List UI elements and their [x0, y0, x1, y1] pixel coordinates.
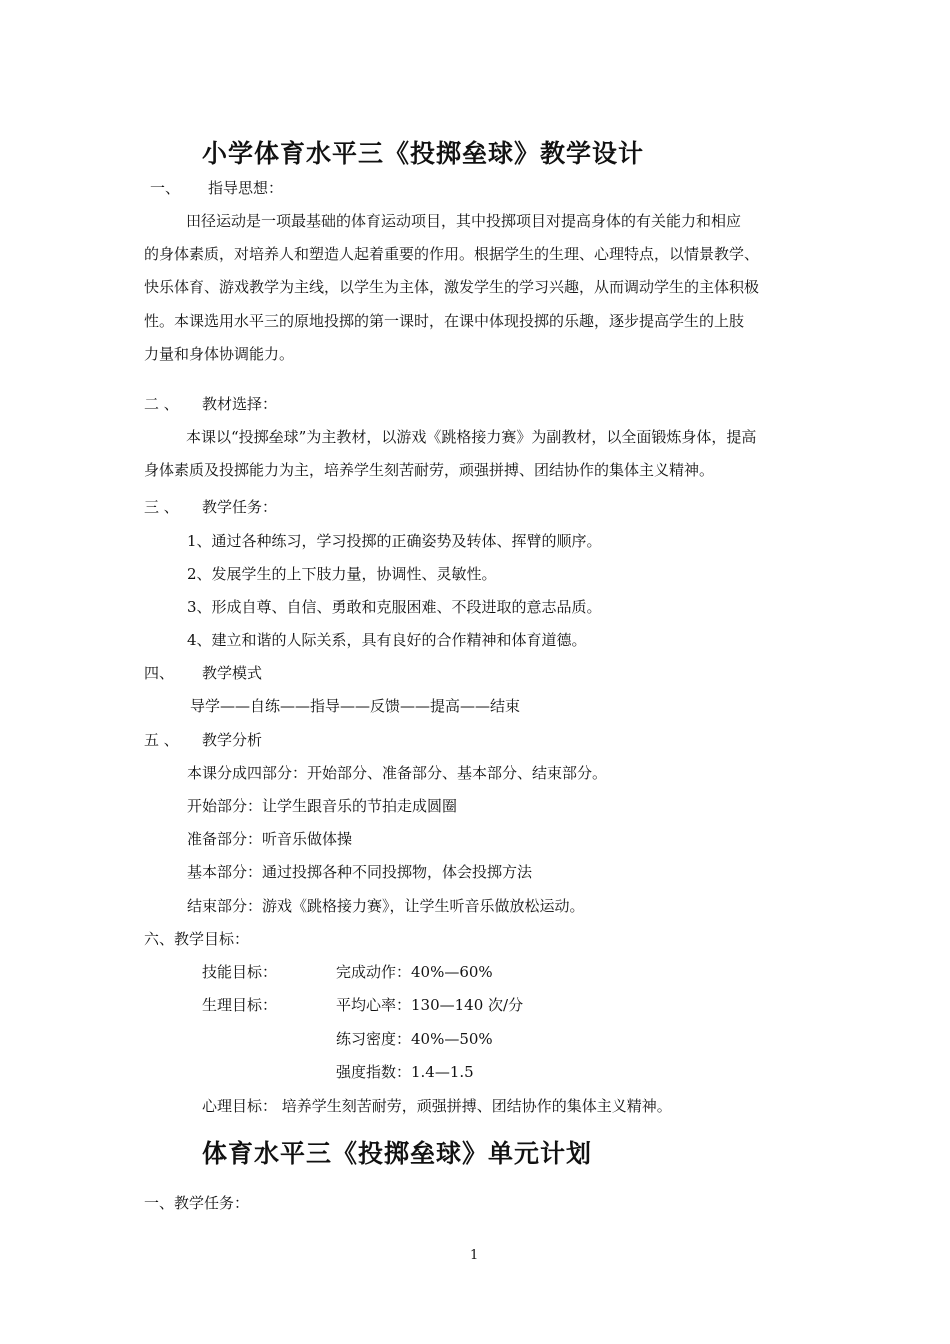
list-item: 3、形成自尊、自信、勇敢和克服困难、不段进取的意志品质。	[187, 598, 602, 616]
physiology-goal-label: 生理目标：	[202, 996, 278, 1014]
section-number: 一、	[150, 179, 181, 197]
list-item: 本课分成四部分：开始部分、准备部分、基本部分、结束部分。	[187, 764, 608, 782]
section-number: 二 、	[144, 395, 179, 413]
document-title: 小学体育水平三《投掷垒球》教学设计	[202, 139, 645, 168]
list-item: 基本部分：通过投掷各种不同投掷物，体会投掷方法	[187, 863, 533, 881]
section-number: 四、	[144, 664, 175, 682]
list-item: 1、通过各种练习，学习投掷的正确姿势及转体、挥臂的顺序。	[187, 532, 602, 550]
section-heading-analysis	[144, 730, 262, 750]
section-label: 教学模式	[202, 664, 263, 682]
section-label: 指导思想：	[208, 179, 284, 197]
teaching-mode-flow: 导学——自练——指导——反馈——提高——结束	[190, 697, 521, 715]
section-number: 五 、	[144, 731, 179, 749]
physiology-goal-value: 强度指数：1.4—1.5	[336, 1063, 474, 1081]
unit-plan-title: 体育水平三《投掷垒球》单元计划	[202, 1139, 593, 1168]
list-item: 4、建立和谐的人际关系，具有良好的合作精神和体育道德。	[187, 631, 587, 649]
skill-goal-label: 技能目标：	[202, 963, 278, 981]
physiology-goal-value: 平均心率：130—140 次/分	[336, 996, 524, 1014]
psychology-goal: 心理目标： 培养学生刻苦耐劳，顽强拼搏、团结协作的集体主义精神。	[202, 1097, 672, 1115]
section-number: 三 、	[144, 498, 179, 516]
section-heading-materials	[144, 394, 277, 414]
section-heading-goals: 六、教学目标：	[144, 930, 250, 948]
list-item: 开始部分：让学生跟音乐的节拍走成圆圈	[187, 797, 458, 815]
section-label: 教材选择：	[202, 395, 278, 413]
paragraph-line: 快乐体育、游戏教学为主线，以学生为主体，激发学生的学习兴趣，从而调动学生的主体积极	[144, 278, 760, 296]
section-heading-guiding-thought	[150, 178, 283, 198]
paragraph-line: 的身体素质，对培养人和塑造人起着重要的作用。根据学生的生理、心理特点，以情景教学、	[144, 245, 760, 263]
physiology-goal-value: 练习密度：40%—50%	[336, 1030, 493, 1048]
list-item: 准备部分：听音乐做体操	[187, 830, 353, 848]
list-item: 结束部分：游戏《跳格接力赛》，让学生听音乐做放松运动。	[187, 897, 585, 915]
paragraph-line: 力量和身体协调能力。	[144, 345, 295, 363]
section-heading-tasks	[144, 497, 277, 517]
section-heading-teaching-mode	[144, 663, 262, 683]
list-item: 2、发展学生的上下肢力量，协调性、灵敏性。	[187, 565, 497, 583]
paragraph-line: 本课以“投掷垒球”为主教材，以游戏《跳格接力赛》为副教材，以全面锻炼身体，提高	[186, 428, 757, 446]
section-heading-unit-tasks: 一、教学任务：	[144, 1194, 250, 1212]
paragraph-line: 性。本课选用水平三的原地投掷的第一课时，在课中体现投掷的乐趣，逐步提高学生的上肢	[144, 312, 745, 330]
page-number: 1	[470, 1248, 479, 1263]
section-label: 教学分析	[202, 731, 263, 749]
paragraph-line: 身体素质及投掷能力为主，培养学生刻苦耐劳，顽强拼搏、团结协作的集体主义精神。	[144, 461, 715, 479]
skill-goal-value: 完成动作：40%—60%	[336, 963, 493, 981]
paragraph-line: 田径运动是一项最基础的体育运动项目，其中投掷项目对提高身体的有关能力和相应	[186, 212, 742, 230]
section-label: 教学任务：	[202, 498, 278, 516]
